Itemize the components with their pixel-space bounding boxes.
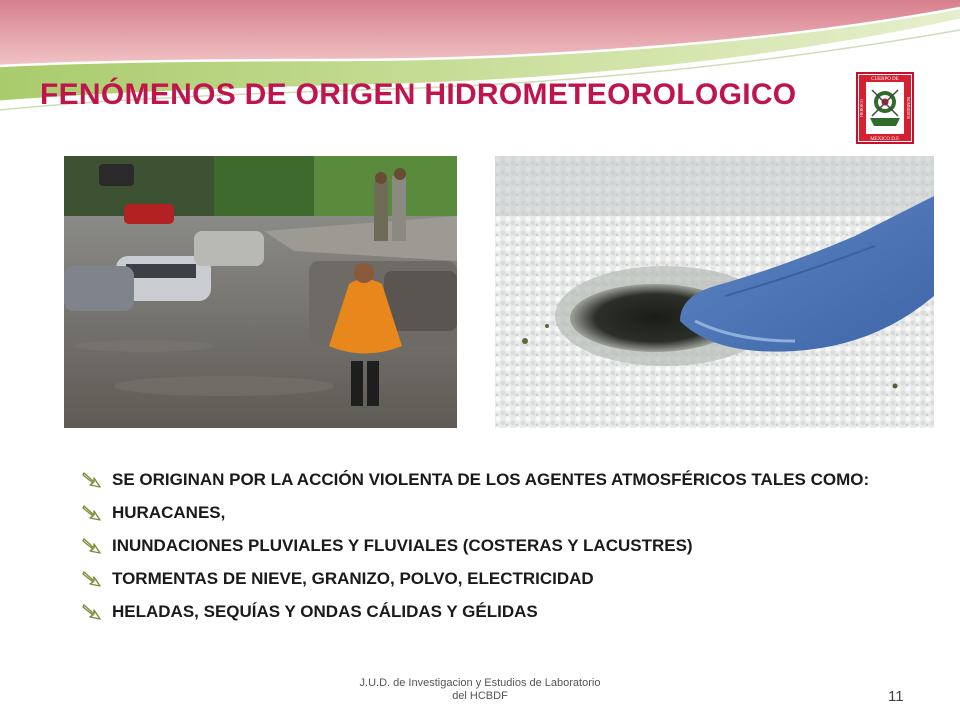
- bullet-text: TORMENTAS DE NIEVE, GRANIZO, POLVO, ELECTRICIDAD: [112, 569, 594, 588]
- page-number: 11: [888, 688, 904, 705]
- bullet-text: HURACANES,: [112, 503, 226, 522]
- arrow-bullet-icon: [82, 471, 102, 489]
- logo-right-text: BOMBEROS: [906, 96, 911, 120]
- hail-ground-photo: [495, 156, 934, 428]
- list-item: [82, 600, 922, 623]
- logo-center-text: ACADEMIA: [874, 127, 896, 132]
- footer-line-2: del HCBDF: [452, 690, 508, 702]
- bullet-list: [82, 468, 922, 633]
- arrow-bullet-icon: [82, 603, 102, 621]
- slide-title: FENÓMENOS DE ORIGEN HIDROMETEOROLOGICO: [40, 78, 797, 111]
- arrow-bullet-icon: [82, 504, 102, 522]
- footer-line-1: J.U.D. de Investigacion y Estudios de Laboratorio: [359, 677, 601, 689]
- bullet-text: HELADAS, SEQUÍAS Y ONDAS CÁLIDAS Y GÉLIDAS: [112, 602, 538, 621]
- list-item: [82, 468, 922, 491]
- logo-bottom-text: MEXICO D.F.: [870, 137, 900, 142]
- bullet-text: SE ORIGINAN POR LA ACCIÓN VIOLENTA DE LOS AGENTES ATMOSFÉRICOS TALES COMO:: [112, 470, 870, 489]
- logo-left-text: HEROICO: [859, 99, 864, 117]
- arrow-bullet-icon: [82, 537, 102, 555]
- arrow-bullet-icon: [82, 570, 102, 588]
- flooded-street-photo: [64, 156, 457, 428]
- list-item: [82, 567, 922, 590]
- logo-top-text: CUERPO DE: [871, 77, 899, 82]
- list-item: [82, 534, 922, 557]
- list-item: [82, 501, 922, 524]
- footer-text: [320, 677, 640, 703]
- fire-department-shield-icon: [856, 72, 914, 144]
- bullet-text: INUNDACIONES PLUVIALES Y FLUVIALES (COSTERAS Y LACUSTRES): [112, 536, 693, 555]
